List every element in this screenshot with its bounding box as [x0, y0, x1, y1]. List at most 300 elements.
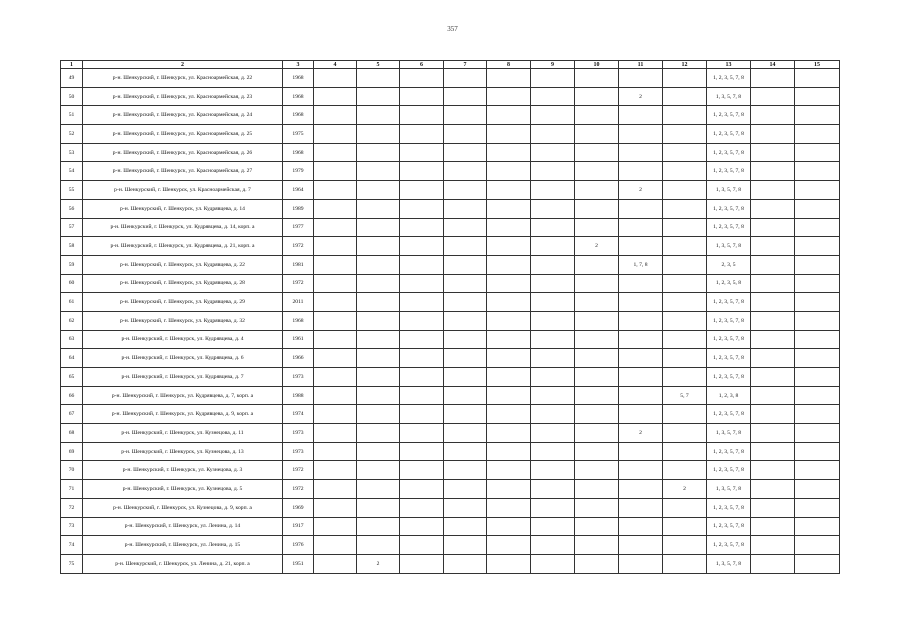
- table-cell: 70: [61, 461, 83, 480]
- table-cell: [314, 386, 357, 405]
- table-cell: [575, 69, 619, 88]
- table-cell: [663, 330, 707, 349]
- table-cell: 64: [61, 349, 83, 368]
- table-cell: 1951: [283, 554, 314, 573]
- table-cell: [487, 498, 531, 517]
- table-cell: [751, 69, 795, 88]
- table-cell: [751, 311, 795, 330]
- table-cell: [663, 368, 707, 387]
- table-cell: [314, 162, 357, 181]
- table-cell: 50: [61, 87, 83, 106]
- address-cell: р-н. Шенкурский, г. Шенкурск, ул. Кузнецова, д. 3: [83, 461, 283, 480]
- address-cell: р-н. Шенкурский, г. Шенкурск, ул. Кудрявцева, д. 14, корп. а: [83, 218, 283, 237]
- table-row: [61, 255, 840, 274]
- table-cell: [575, 218, 619, 237]
- column-header: 9: [531, 61, 575, 69]
- table-cell: [575, 405, 619, 424]
- table-cell: 2011: [283, 293, 314, 312]
- table-cell: [795, 461, 840, 480]
- column-header: 2: [83, 61, 283, 69]
- table-cell: [314, 274, 357, 293]
- table-cell: [531, 405, 575, 424]
- table-cell: 2: [357, 554, 400, 573]
- table-cell: [444, 480, 487, 499]
- table-cell: [575, 536, 619, 555]
- table-cell: [314, 237, 357, 256]
- table-cell: [314, 181, 357, 200]
- table-cell: [795, 162, 840, 181]
- table-cell: [751, 349, 795, 368]
- table-cell: [400, 368, 444, 387]
- table-cell: [444, 125, 487, 144]
- table-cell: [751, 536, 795, 555]
- table-cell: [751, 293, 795, 312]
- table-cell: 55: [61, 181, 83, 200]
- table-cell: [487, 536, 531, 555]
- address-cell: р-н. Шенкурский, г. Шенкурск, ул. Красноармейская, д. 25: [83, 125, 283, 144]
- table-cell: [487, 461, 531, 480]
- table-cell: [357, 536, 400, 555]
- table-cell: [357, 517, 400, 536]
- table-cell: [357, 237, 400, 256]
- table-cell: [531, 125, 575, 144]
- table-cell: [357, 311, 400, 330]
- table-cell: [531, 218, 575, 237]
- table-cell: [487, 218, 531, 237]
- table-row: [61, 293, 840, 312]
- table-cell: [619, 106, 663, 125]
- table-cell: 62: [61, 311, 83, 330]
- table-row: [61, 181, 840, 200]
- table-cell: 53: [61, 143, 83, 162]
- table-cell: [751, 330, 795, 349]
- table-cell: [314, 349, 357, 368]
- table-cell: [357, 498, 400, 517]
- address-cell: р-н. Шенкурский, г. Шенкурск, ул. Ленина, д. 21, корп. а: [83, 554, 283, 573]
- table-cell: [751, 237, 795, 256]
- table-cell: [795, 330, 840, 349]
- table-cell: 1, 2, 3, 8: [707, 386, 751, 405]
- address-cell: р-н. Шенкурский, г. Шенкурск, ул. Кузнецова, д. 11: [83, 424, 283, 443]
- table-cell: [619, 498, 663, 517]
- table-cell: [314, 517, 357, 536]
- table-cell: [619, 162, 663, 181]
- table-cell: [751, 199, 795, 218]
- table-cell: [400, 405, 444, 424]
- table-cell: [444, 536, 487, 555]
- table-cell: [575, 125, 619, 144]
- table-cell: [795, 442, 840, 461]
- table-cell: [575, 480, 619, 499]
- table-cell: [487, 293, 531, 312]
- table-cell: 1964: [283, 181, 314, 200]
- table-cell: [487, 181, 531, 200]
- table-cell: [663, 162, 707, 181]
- table-cell: 1979: [283, 162, 314, 181]
- table-cell: [444, 87, 487, 106]
- table-cell: 58: [61, 237, 83, 256]
- table-cell: 72: [61, 498, 83, 517]
- table-cell: [531, 199, 575, 218]
- table-row: [61, 554, 840, 573]
- table-cell: [444, 311, 487, 330]
- table-cell: [751, 461, 795, 480]
- table-cell: [751, 255, 795, 274]
- table-cell: [444, 554, 487, 573]
- address-cell: р-н. Шенкурский, г. Шенкурск, ул. Кудрявцева, д. 29: [83, 293, 283, 312]
- table-cell: 1976: [283, 536, 314, 555]
- table-cell: [400, 461, 444, 480]
- table-cell: [531, 442, 575, 461]
- table-cell: [487, 517, 531, 536]
- table-cell: [751, 405, 795, 424]
- table-cell: [531, 181, 575, 200]
- table-cell: [795, 237, 840, 256]
- table-cell: [357, 349, 400, 368]
- table-cell: [400, 480, 444, 499]
- table-cell: [400, 237, 444, 256]
- table-row: [61, 386, 840, 405]
- table-row: [61, 218, 840, 237]
- table-cell: [357, 405, 400, 424]
- table-cell: [314, 368, 357, 387]
- table-cell: [487, 386, 531, 405]
- table-cell: [400, 255, 444, 274]
- table-cell: 67: [61, 405, 83, 424]
- table-cell: [400, 386, 444, 405]
- table-cell: 1969: [283, 498, 314, 517]
- table-row: [61, 480, 840, 499]
- table-row: [61, 461, 840, 480]
- table-cell: [314, 106, 357, 125]
- table-cell: [314, 330, 357, 349]
- table-cell: [444, 349, 487, 368]
- table-cell: [663, 87, 707, 106]
- table-row: [61, 106, 840, 125]
- table-cell: 51: [61, 106, 83, 125]
- table-cell: [795, 274, 840, 293]
- address-cell: р-н. Шенкурский, г. Шенкурск, ул. Красноармейская, д. 24: [83, 106, 283, 125]
- table-cell: [751, 480, 795, 499]
- table-cell: [531, 69, 575, 88]
- table-cell: [663, 424, 707, 443]
- table-cell: 74: [61, 536, 83, 555]
- address-cell: р-н. Шенкурский, г. Шенкурск, ул. Кудрявцева, д. 14: [83, 199, 283, 218]
- table-cell: [400, 162, 444, 181]
- table-cell: [357, 255, 400, 274]
- table-cell: [314, 311, 357, 330]
- table-cell: [619, 199, 663, 218]
- table-cell: [487, 311, 531, 330]
- table-cell: [444, 162, 487, 181]
- table-row: [61, 442, 840, 461]
- table-cell: [751, 424, 795, 443]
- table-cell: [314, 293, 357, 312]
- table-cell: [663, 106, 707, 125]
- table-cell: [575, 106, 619, 125]
- table-cell: [619, 461, 663, 480]
- table-cell: [357, 69, 400, 88]
- table-cell: [751, 162, 795, 181]
- table-cell: [531, 480, 575, 499]
- table-cell: [400, 181, 444, 200]
- table-cell: 1917: [283, 517, 314, 536]
- table-cell: 1973: [283, 442, 314, 461]
- table-cell: 1972: [283, 480, 314, 499]
- table-cell: [531, 498, 575, 517]
- table-cell: 52: [61, 125, 83, 144]
- table-row: [61, 424, 840, 443]
- table-cell: [487, 162, 531, 181]
- table-cell: [575, 554, 619, 573]
- table-cell: [795, 69, 840, 88]
- table-cell: [751, 498, 795, 517]
- table-cell: 1972: [283, 461, 314, 480]
- table-row: [61, 536, 840, 555]
- table-cell: [751, 125, 795, 144]
- table-cell: [795, 554, 840, 573]
- address-cell: р-н. Шенкурский, г. Шенкурск, ул. Кудрявцева, д. 6: [83, 349, 283, 368]
- table-cell: [314, 424, 357, 443]
- table-cell: 5, 7: [663, 386, 707, 405]
- table-cell: [357, 199, 400, 218]
- table-cell: [663, 125, 707, 144]
- table-cell: [531, 349, 575, 368]
- table-cell: [619, 330, 663, 349]
- table-cell: 73: [61, 517, 83, 536]
- table-row: [61, 199, 840, 218]
- table-cell: 1, 3, 5, 7, 8: [707, 237, 751, 256]
- column-header: 8: [487, 61, 531, 69]
- table-cell: [444, 330, 487, 349]
- table-cell: [357, 480, 400, 499]
- table-cell: [619, 480, 663, 499]
- table-cell: [619, 125, 663, 144]
- table-cell: 1968: [283, 69, 314, 88]
- table-cell: 1, 2, 3, 5, 7, 8: [707, 218, 751, 237]
- table-cell: 61: [61, 293, 83, 312]
- column-header: 15: [795, 61, 840, 69]
- table-cell: [357, 461, 400, 480]
- table-cell: [531, 368, 575, 387]
- table-cell: [357, 293, 400, 312]
- address-cell: р-н. Шенкурский, г. Шенкурск, ул. Кудрявцева, д. 22: [83, 255, 283, 274]
- column-header: 1: [61, 61, 83, 69]
- table-cell: [575, 199, 619, 218]
- table-cell: 1, 2, 3, 5, 7, 8: [707, 69, 751, 88]
- table-cell: [795, 181, 840, 200]
- table-cell: [663, 536, 707, 555]
- table-cell: [575, 349, 619, 368]
- table-cell: [400, 424, 444, 443]
- table-cell: 1972: [283, 274, 314, 293]
- table-cell: 2: [619, 424, 663, 443]
- table-cell: [663, 517, 707, 536]
- table-cell: [795, 368, 840, 387]
- table-cell: 1, 2, 3, 5, 7, 8: [707, 125, 751, 144]
- table-cell: 75: [61, 554, 83, 573]
- table-row: [61, 311, 840, 330]
- table-cell: [663, 199, 707, 218]
- table-cell: [357, 274, 400, 293]
- table-row: [61, 498, 840, 517]
- table-cell: [619, 311, 663, 330]
- table-cell: 1972: [283, 237, 314, 256]
- table-cell: [487, 480, 531, 499]
- table-body: [61, 69, 840, 574]
- table-cell: [314, 405, 357, 424]
- table-cell: 1, 2, 3, 5, 7, 8: [707, 143, 751, 162]
- table-cell: 1974: [283, 405, 314, 424]
- table-cell: [619, 69, 663, 88]
- table-cell: [400, 199, 444, 218]
- table-cell: [444, 498, 487, 517]
- table-cell: [575, 498, 619, 517]
- table-cell: [795, 199, 840, 218]
- table-cell: [795, 311, 840, 330]
- table-row: [61, 405, 840, 424]
- address-cell: р-н. Шенкурский, г. Шенкурск, ул. Красноармейская, д. 23: [83, 87, 283, 106]
- table-cell: [400, 442, 444, 461]
- address-cell: р-н. Шенкурский, г. Шенкурск, ул. Кудрявцева, д. 28: [83, 274, 283, 293]
- table-cell: [314, 442, 357, 461]
- table-cell: [663, 218, 707, 237]
- table-cell: 2: [575, 237, 619, 256]
- table-cell: [795, 143, 840, 162]
- table-cell: [487, 143, 531, 162]
- table-cell: [400, 349, 444, 368]
- table-cell: [357, 218, 400, 237]
- table-cell: 49: [61, 69, 83, 88]
- table-cell: [531, 330, 575, 349]
- table-cell: 1, 2, 3, 5, 7, 8: [707, 517, 751, 536]
- table-cell: 57: [61, 218, 83, 237]
- table-cell: [531, 554, 575, 573]
- table-cell: 1, 2, 3, 5, 8: [707, 274, 751, 293]
- table-cell: 54: [61, 162, 83, 181]
- table-cell: [795, 498, 840, 517]
- column-header: 12: [663, 61, 707, 69]
- table-cell: 59: [61, 255, 83, 274]
- address-cell: р-н. Шенкурский, г. Шенкурск, ул. Красноармейская, д. 22: [83, 69, 283, 88]
- table-cell: [444, 69, 487, 88]
- table-cell: [619, 554, 663, 573]
- table-cell: 1, 3, 5, 7, 8: [707, 424, 751, 443]
- address-cell: р-н. Шенкурский, г. Шенкурск, ул. Кудрявцева, д. 32: [83, 311, 283, 330]
- table-cell: [619, 349, 663, 368]
- table-row: [61, 237, 840, 256]
- table-cell: [444, 386, 487, 405]
- table-cell: [444, 368, 487, 387]
- table-cell: [314, 87, 357, 106]
- address-cell: р-н. Шенкурский, г. Шенкурск, ул. Кузнецова, д. 9, корп. а: [83, 498, 283, 517]
- table-cell: [444, 405, 487, 424]
- table-cell: [619, 536, 663, 555]
- table-row: [61, 87, 840, 106]
- table-cell: [444, 181, 487, 200]
- table-cell: 1968: [283, 311, 314, 330]
- table-cell: [357, 162, 400, 181]
- address-cell: р-н. Шенкурский, г. Шенкурск, ул. Кузнецова, д. 13: [83, 442, 283, 461]
- address-cell: р-н. Шенкурский, г. Шенкурск, ул. Кузнецова, д. 5: [83, 480, 283, 499]
- table-cell: [795, 517, 840, 536]
- table-cell: [619, 237, 663, 256]
- table-cell: 1973: [283, 424, 314, 443]
- table-cell: [795, 405, 840, 424]
- table-cell: [314, 498, 357, 517]
- table-row: [61, 368, 840, 387]
- table-cell: [663, 405, 707, 424]
- table-cell: [663, 554, 707, 573]
- table-cell: 71: [61, 480, 83, 499]
- table-cell: [751, 143, 795, 162]
- table-cell: [487, 554, 531, 573]
- table-cell: [663, 498, 707, 517]
- table-cell: [663, 237, 707, 256]
- table-cell: 1966: [283, 349, 314, 368]
- column-header: 11: [619, 61, 663, 69]
- table-cell: [314, 143, 357, 162]
- table-cell: [531, 386, 575, 405]
- table-cell: [444, 218, 487, 237]
- table-cell: 68: [61, 424, 83, 443]
- table-cell: 1, 7, 8: [619, 255, 663, 274]
- table-cell: [400, 330, 444, 349]
- table-cell: [751, 218, 795, 237]
- table-cell: [663, 442, 707, 461]
- table-cell: 1, 2, 3, 5, 7, 8: [707, 106, 751, 125]
- table-cell: [357, 143, 400, 162]
- table-cell: [795, 218, 840, 237]
- page-number: 357: [447, 25, 458, 33]
- table-row: [61, 143, 840, 162]
- table-cell: [357, 87, 400, 106]
- table-row: [61, 125, 840, 144]
- table-cell: [619, 386, 663, 405]
- table-cell: [575, 368, 619, 387]
- table-cell: [314, 69, 357, 88]
- table-cell: [575, 293, 619, 312]
- address-cell: р-н. Шенкурский, г. Шенкурск, ул. Ленина, д. 14: [83, 517, 283, 536]
- table-cell: [531, 536, 575, 555]
- table-cell: [400, 106, 444, 125]
- table-cell: [444, 274, 487, 293]
- table-cell: [619, 442, 663, 461]
- table-cell: 69: [61, 442, 83, 461]
- table-cell: [575, 424, 619, 443]
- table-cell: [795, 424, 840, 443]
- table-cell: [357, 330, 400, 349]
- column-header: 4: [314, 61, 357, 69]
- table-cell: 1, 2, 3, 5, 7, 8: [707, 368, 751, 387]
- address-cell: р-н. Шенкурский, г. Шенкурск, ул. Кудрявцева, д. 7: [83, 368, 283, 387]
- table-row: [61, 69, 840, 88]
- table-cell: [531, 87, 575, 106]
- table-cell: [314, 199, 357, 218]
- table-cell: [575, 87, 619, 106]
- table-cell: [751, 554, 795, 573]
- table-cell: [531, 311, 575, 330]
- table-cell: [357, 181, 400, 200]
- table-cell: [400, 87, 444, 106]
- table-cell: [795, 480, 840, 499]
- table-cell: [531, 255, 575, 274]
- table-cell: [357, 424, 400, 443]
- table-cell: 1, 3, 5, 7, 8: [707, 480, 751, 499]
- column-header: 5: [357, 61, 400, 69]
- table-cell: [444, 517, 487, 536]
- address-cell: р-н. Шенкурский, г. Шенкурск, ул. Красноармейская, д. 26: [83, 143, 283, 162]
